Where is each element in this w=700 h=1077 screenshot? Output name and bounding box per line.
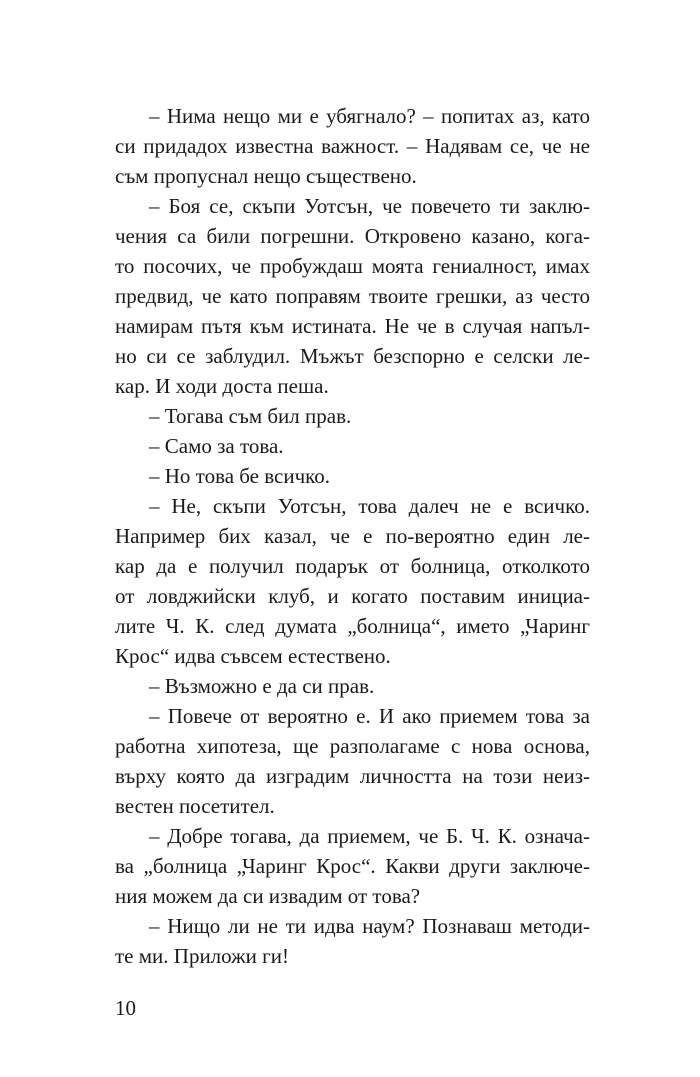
text-line: – Боя се, скъпи Уотсън, че повечето ти заклю- (149, 194, 590, 218)
text-line: вестен посетител. (115, 794, 275, 818)
text-line: си придадох известна важност. – Надявам се, че не (115, 134, 590, 158)
text-line: работна хипотеза, ще разполагаме с нова основа, (115, 734, 590, 758)
text-line: – Но това бе всичко. (149, 464, 331, 488)
text-line: намирам пътя към истината. Не че в случая напъл- (115, 314, 590, 338)
text-line: кар. И ходи доста пеша. (115, 374, 329, 398)
text-line: – Добре тогава, да приемем, че Б. Ч. К. означа- (149, 824, 590, 848)
text-line: – Само за това. (149, 434, 284, 458)
text-line: – Нима нещо ми е убягнало? – попитах аз, като (149, 104, 590, 128)
text-line: върху която да изградим личността на този неиз- (115, 764, 590, 788)
text-line: предвид, че като поправям твоите грешки, аз често (115, 284, 590, 308)
page-number: 10 (115, 996, 136, 1020)
text-line: – Не, скъпи Уотсън, това далеч не е всичко. (149, 494, 590, 518)
text-line: Например бих казал, че е по-вероятно един ле- (115, 524, 590, 548)
text-line: Крос“ идва съвсем естествено. (115, 644, 391, 668)
text-line: кар да е получил подарък от болница, отколкото (115, 554, 590, 578)
text-line: от ловджийски клуб, и когато поставим инициа- (115, 584, 590, 608)
text-line: чения са били погрешни. Откровено казано, кога- (115, 224, 590, 248)
text-line: ва „болница „Чаринг Крос“. Какви други заключе- (115, 854, 590, 878)
text-line: лите Ч. К. след думата „болница“, името „Чаринг (115, 614, 590, 638)
text-line: – Нищо ли не ти идва наум? Познаваш методи- (149, 914, 590, 938)
text-line: – Тогава съм бил прав. (149, 404, 352, 428)
text-line: то посочих, че пробуждаш моята гениалност, имах (115, 254, 590, 278)
text-line: – Повече от вероятно е. И ако приемем това за (149, 704, 590, 728)
text-line: ния можем да си извадим от това? (115, 884, 421, 908)
text-line: те ми. Приложи ги! (115, 944, 289, 968)
text-line: – Възможно е да си прав. (149, 674, 375, 698)
text-line: но си се заблудил. Мъжът безспорно е селски ле- (115, 344, 590, 368)
text-line: съм пропуснал нещо съществено. (115, 164, 417, 188)
